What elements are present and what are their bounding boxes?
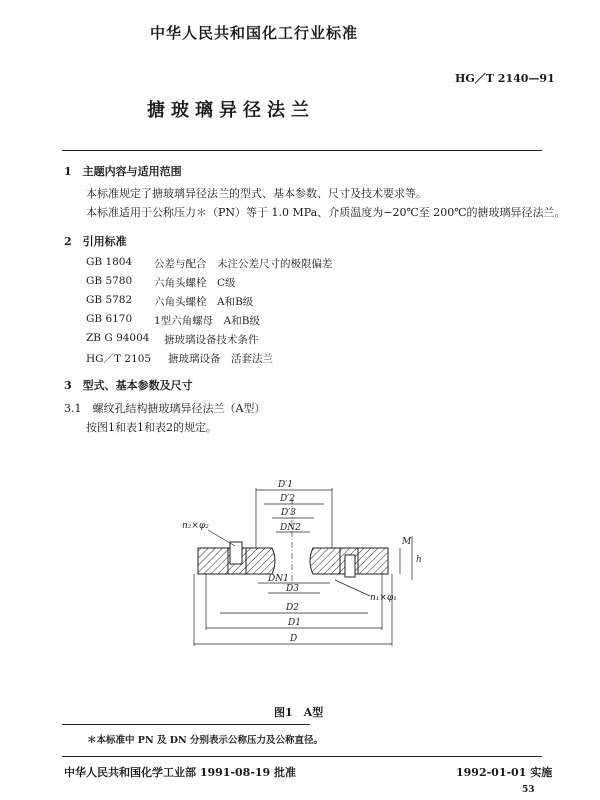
standard-category-title: 中华人民共和国化工行业标准 [150,24,359,42]
section-1-heading: 1 主题内容与适用范围 [64,165,182,178]
label-dn1: DN1 [268,574,289,584]
footer-rule [62,756,542,757]
reference-title: 六角头螺栓 A和B级 [154,296,254,308]
document-title: 搪玻璃异径法兰 [147,100,315,121]
reference-code: GB 5780 [86,275,133,287]
label-n2-phi2: n₂×φ₂ [182,521,209,531]
reference-code: HG／T 2105 [86,353,152,365]
reference-code: GB 1804 [86,256,133,268]
label-d3-prime: D′3 [281,508,296,518]
section-3-heading: 3 型式、基本参数及尺寸 [64,379,193,392]
label-m: M [402,537,412,547]
page-number: 53 [522,785,535,795]
reference-title: 公差与配合 未注公差尺寸的极限偏差 [154,258,333,270]
label-d1: D1 [288,618,301,628]
standard-number: HG／T 2140—91 [455,72,555,85]
reference-title: 1型六角螺母 A和B级 [154,315,260,327]
label-dn2: DN2 [280,523,301,533]
label-d: D [290,634,298,644]
flange-section-left [198,542,275,574]
reference-code: GB 6170 [86,313,133,325]
section-1-para-2: 本标准适用于公称压力＊（PN）等于 1.0 MPa、介质温度为−20℃至 200℃的搪玻璃异径法兰。 [86,206,566,219]
label-d2: D2 [286,603,299,613]
section-3-1-para: 按图1和表1和表2的规定。 [86,421,217,434]
label-h: h [416,555,422,565]
label-d3: D3 [286,584,299,594]
reference-title: 搪玻璃设备技术条件 [164,334,259,346]
label-n1-phi1: n₁×φ₁ [370,593,397,603]
footnote-rule [62,724,310,725]
figure-caption: 图1 A型 [274,706,324,719]
section-1-para-1: 本标准规定了搪玻璃异径法兰的型式、基本参数、尺寸及技术要求等。 [86,187,427,200]
header-rule [62,150,542,151]
label-d2-prime: D′2 [280,494,295,504]
reference-title: 搪玻璃设备 活套法兰 [168,353,273,365]
reference-title: 六角头螺栓 C级 [154,277,236,289]
flange-section-right [310,548,388,577]
figure-1-flange-drawing [180,470,440,685]
section-2-heading: 2 引用标准 [64,235,127,248]
label-d1-prime: D′1 [278,480,293,490]
effective-date: 1992-01-01 实施 [456,766,553,779]
section-3-1-heading: 3.1 螺纹孔结构搪玻璃异径法兰（A型） [64,402,266,415]
footnote: ＊本标准中 PN 及 DN 分别表示公称压力及公称直径。 [87,735,323,746]
reference-code: GB 5782 [86,294,133,306]
reference-code: ZB G 94004 [86,332,150,344]
approval-line: 中华人民共和国化学工业部 1991-08-19 批准 [64,766,297,779]
